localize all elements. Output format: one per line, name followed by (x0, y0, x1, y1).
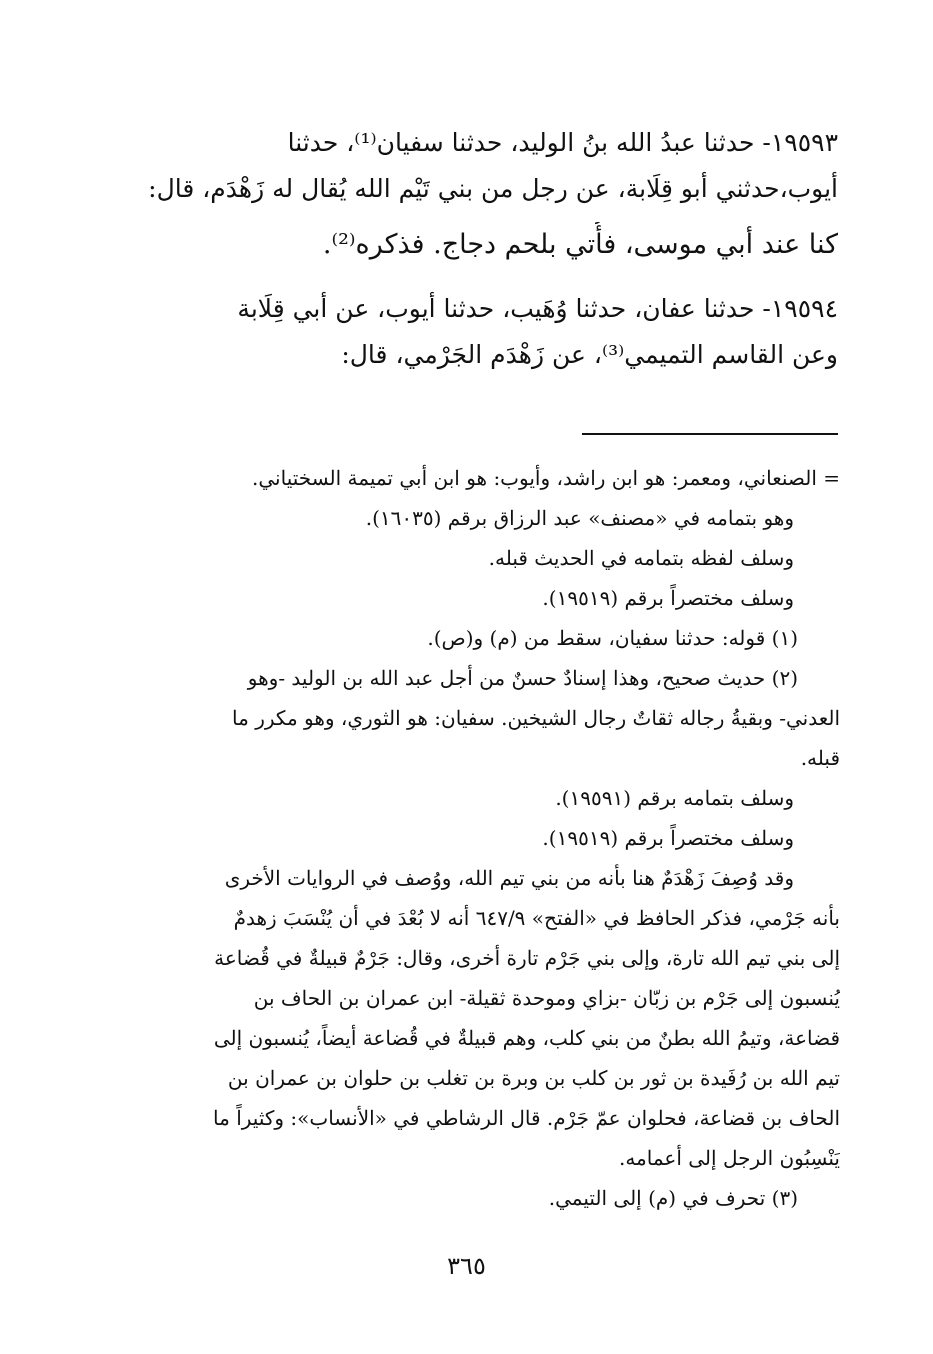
footnote-continuation-line-4: وسلف مختصراً برقم (١٩٥١٩). (542, 586, 794, 610)
hadith-19593-line-3: كنا عند أبي موسى، فأُتي بلحم دجاج. فذكره⁽²⁾. (322, 229, 838, 260)
footnote-2-line-6: وقد وُصِفَ زَهْدَمٌ هنا بأنه من بني تيم الله، ووُصف في الروايات الأخرى (224, 866, 794, 890)
hadith-19594-line-1: ١٩٥٩٤- حدثنا عفان، حدثنا وُهَيب، حدثنا أيوب، عن أبي قِلَابة (237, 294, 838, 323)
footnote-2-line-1: (٢) حديث صحيح، وهذا إسنادٌ حسنٌ من أجل عبد الله بن الوليد -وهو (247, 666, 798, 690)
footnote-continuation-line-1: = الصنعاني، ومعمر: هو ابن راشد، وأيوب: هو ابن أبي تميمة السختياني. (252, 466, 840, 490)
hadith-19593-line-1: ١٩٥٩٣- حدثنا عبدُ الله بنُ الوليد، حدثنا سفيان⁽¹⁾، حدثنا (287, 128, 838, 157)
page-number: ٣٦٥ (447, 1252, 486, 1280)
footnote-continuation-line-3: وسلف لفظه بتمامه في الحديث قبله. (488, 546, 794, 570)
footnote-2-line-7: بأنه جَرْمي، فذكر الحافظ في «الفتح» ٦٤٧/٩ أنه لا بُعْدَ في أن يُنْسَبَ زهدمٌ (233, 906, 840, 930)
footnote-1: (١) قوله: حدثنا سفيان، سقط من (م) و(ص). (427, 626, 798, 650)
footnote-2-line-10: قضاعة، وتيمُ الله بطنٌ من بني كلب، وهم قبيلةٌ في قُضاعة أيضاً، يُنسبون إلى (213, 1026, 840, 1050)
hadith-19594-line-2: وعن القاسم التميمي⁽³⁾، عن زَهْدَم الجَرْمي، قال: (341, 340, 838, 369)
footnote-2-line-2: العدني- وبقيةُ رجاله ثقاتٌ رجال الشيخين. سفيان: هو الثوري، وهو مكرر ما (232, 706, 840, 730)
footnotes (132, 458, 840, 1218)
footnote-2-line-5: وسلف مختصراً برقم (١٩٥١٩). (542, 826, 794, 850)
hadith-19593-line-2: أيوب،حدثني أبو قِلَابة، عن رجل من بني تَيْم الله يُقال له زَهْدَم، قال: (148, 174, 838, 203)
footnote-2-line-8: إلى بني تيم الله تارة، وإلى بني جَرْم تارة أخرى، وقال: جَرْمٌ قبيلةٌ في قُضاعة (214, 946, 840, 970)
footnote-2-line-3: قبله. (800, 746, 840, 770)
footnote-separator (582, 433, 838, 435)
footnote-continuation-line-2: وهو بتمامه في «مصنف» عبد الرزاق برقم (١٦٠٣٥). (365, 506, 794, 530)
hadith-19593 (135, 120, 838, 268)
hadith-19594 (135, 286, 838, 378)
footnote-2-line-13: يَنْسِبُون الرجل إلى أعمامه. (618, 1146, 840, 1170)
footnote-2-line-4: وسلف بتمامه برقم (١٩٥٩١). (555, 786, 794, 810)
footnote-2-line-12: الحاف بن قضاعة، فحلوان عمّ جَرْم. قال الرشاطي في «الأنساب»: وكثيراً ما (213, 1106, 840, 1130)
footnote-2-line-11: تيم الله بن رُفَيدة بن ثور بن كلب بن وبرة بن تغلب بن حلوان بن عمران بن (227, 1066, 840, 1090)
footnote-3: (٣) تحرف في (م) إلى التيمي. (548, 1186, 798, 1210)
footnote-2-line-9: يُنسبون إلى جَرْم بن زبّان -بزاي وموحدة ثقيلة- ابن عمران بن الحاف بن (253, 986, 840, 1010)
